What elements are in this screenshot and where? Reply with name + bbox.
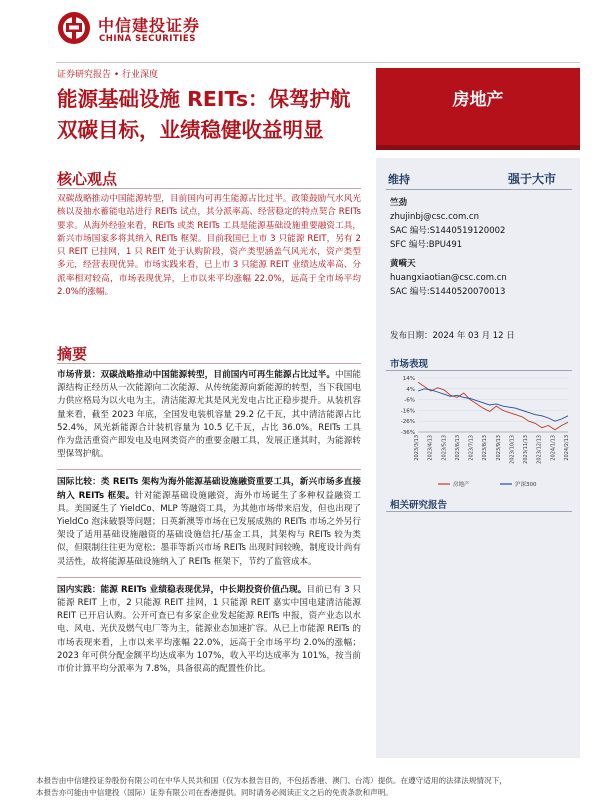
analyst-card bbox=[390, 196, 505, 252]
report-series: 证券研究报告 • 行业深度 bbox=[57, 70, 159, 80]
header-divider bbox=[56, 62, 580, 63]
x-tick-label: 2023/3/13 bbox=[414, 435, 420, 461]
publish-date-value: 2024 年 03 月 12 日 bbox=[432, 331, 515, 341]
rating-label: 维持 bbox=[388, 173, 410, 186]
summary-paragraph-international-text: 针对能源基础设施融资，海外市场诞生了多种权益融资工具。美国诞生了 YieldCo、MLP 等融资工具，为其他市场带来启发，但也出现了 YieldCo 泡沫破裂等问题；日英新澳等市场在已发展成熟的 REITs 市场之外另行架设了适用基础设施融资的基础设施信托/基金工具，其架构与 REITs 较为类似，但限制往往更为宽松；墨菲等新兴市场 REITs 出现时间较晚，制度设计尚有灵活性，故将能源基础设施纳入了 REITs 框架下，节约了监管成本。 bbox=[57, 490, 361, 567]
y-tick-label: -36% bbox=[400, 430, 415, 436]
disclaimer-footer bbox=[36, 775, 596, 799]
summary-paragraph-domestic-text: 目前已有 3 只能源 REIT 上市，2 只能源 REIT 挂网，1 只能源 REIT 嘉实中国电建清洁能源 REIT 已开启认购。公开可查已有多家企业发起能源 REITs 申报，资产业态以水电、风电、光伏及燃气电厂等为主，能源业态加速扩容。从已上市能源 REITs 的市场表现来看，上市以来平均涨幅 22.0%，远高于全市场平均 2.0%的涨幅；2023 年可供分配金额平均达成率为 107%，收入平均达成率为 101%，按当前市价计算平均分派率为 7.8%，具备很高的配置性价比。 bbox=[57, 584, 361, 675]
sector-badge-underline bbox=[376, 145, 580, 150]
summary-paragraph-market-text: 中国能源结构正经历从一次能源向二次能源、从传统能源向新能源的转型，当下我国电力供应格局为以火电为主，清洁能源尤其是风光发电占比正稳步提升。从装机容量来看，截至 2023 年底，全国发电装机容量 29.2 亿千瓦，其中清洁能源占比 52.4%，风光新能源合计装机容量为 10.5 亿千瓦，占比 36.0%。REITs 工具作为盘活重资产即发电及电网类资产的重要金融工具，发展正逢其时，为能源转型保驾护航。 bbox=[57, 370, 361, 460]
summary-paragraph-market-lead: 市场背景：双碳战略推动中国能源转型，目前国内可再生能源占比过半。 bbox=[57, 370, 336, 380]
report-title-line2: 双碳目标，业绩稳健收益明显 bbox=[57, 118, 324, 142]
summary-paragraph-domestic-lead: 国内实践：能源 REITs 业绩稳表现优异，中长期投资价值凸现。 bbox=[57, 584, 307, 595]
x-tick-label: 2023/12/13 bbox=[536, 435, 543, 464]
publish-date-label: 发布日期： bbox=[390, 331, 433, 341]
summary-heading: 摘要 bbox=[57, 345, 88, 363]
rating-divider bbox=[386, 189, 572, 190]
x-tick-label: 2023/4/13 bbox=[427, 435, 434, 461]
analyst-sac: SAC 编号:S1440519120002 bbox=[390, 226, 506, 236]
analyst-sac: SAC 编号:S1440520070013 bbox=[390, 287, 506, 297]
x-tick-label: 2024/2/13 bbox=[564, 435, 570, 461]
analyst-name: 竺劲 bbox=[390, 198, 408, 208]
x-tick-label: 2024/1/13 bbox=[550, 435, 557, 461]
x-tick-label: 2023/9/13 bbox=[495, 435, 502, 461]
related-reports-heading: 相关研究报告 bbox=[390, 500, 448, 511]
market-performance-divider bbox=[386, 370, 572, 371]
market-performance-heading: 市场表现 bbox=[390, 359, 429, 370]
y-tick-label: -6% bbox=[404, 397, 415, 404]
y-tick-label: 14% bbox=[402, 376, 415, 382]
company-name-cn: 中信建投证券 bbox=[98, 16, 201, 35]
disclaimer-line: 本报告由中信建投证券股份有限公司在中华人民共和国（仅为本报告目的，不包括香港、澳门、台湾）提供。在遵守适用的法律法规情况下， bbox=[36, 776, 507, 785]
y-tick-label: -26% bbox=[400, 419, 415, 426]
summary-paragraph-domestic bbox=[57, 577, 361, 676]
sector-badge: 房地产 bbox=[376, 68, 580, 150]
x-tick-label: 2023/5/13 bbox=[441, 435, 448, 461]
core-view-text: 双碳战略推动中国能源转型，目前国内可再生能源占比过半。政策鼓励气水风光核以及抽水蓄能电站进行 REITs 试点，其分派率高、经营稳定的特点契合 REITs 要求。从海外经验来看，REITs 或类 REITs 工具是能源基础设施重要融资工具，新兴市场国家多将其纳入 REITs 框架。目前我国已上市 3 只能源 REIT，另有 2 只 REIT 已挂网，1 只 REIT 处于认购阶段，资产类型涵盖气风光水，资产类型多元，经营表现优异。市场实践来看，已上市 3 只能源 REIT 业绩达成率高、分派率相对较高，市场表现优异，上市以来平均涨幅 22.0%，远高于全市场平均 2.0%的涨幅。 bbox=[57, 194, 361, 298]
x-tick-label: 2023/7/13 bbox=[468, 435, 475, 461]
analyst-email[interactable]: zhujinbj@csc.com.cn bbox=[390, 212, 479, 222]
y-tick-label: -16% bbox=[400, 408, 415, 415]
summary-divider bbox=[57, 363, 361, 364]
related-reports-divider bbox=[386, 511, 572, 512]
report-title-line1: 能源基础设施 REITs：保驾护航 bbox=[57, 87, 351, 111]
core-view-divider bbox=[57, 188, 361, 189]
rating-value: 强于大市 bbox=[508, 172, 557, 186]
summary-paragraph-international bbox=[57, 469, 361, 568]
company-name-en: CHINA SECURITIES bbox=[99, 34, 196, 44]
analyst-name: 黄嗬天 bbox=[390, 259, 416, 269]
core-view-heading: 核心观点 bbox=[57, 170, 118, 188]
x-tick-label: 2023/10/13 bbox=[509, 435, 516, 464]
analyst-sfc: SFC 编号:BPU491 bbox=[390, 240, 463, 250]
company-logo-emblem-icon bbox=[56, 10, 92, 46]
x-tick-label: 2023/6/13 bbox=[454, 435, 461, 461]
y-tick-label: 4% bbox=[406, 386, 415, 393]
market-performance-chart bbox=[386, 372, 576, 492]
summary-paragraph-market bbox=[57, 369, 361, 461]
publish-date bbox=[390, 329, 515, 341]
analyst-card bbox=[390, 257, 507, 299]
company-logo bbox=[56, 10, 216, 50]
summary-body bbox=[57, 369, 361, 684]
legend-label: 沪深300 bbox=[515, 482, 537, 488]
disclaimer-line: 本报告亦可能由中信建投（国际）证券有限公司在香港提供。同时请务必阅读正文之后的免责条款和声明。 bbox=[36, 788, 393, 797]
series-line-index bbox=[418, 389, 568, 421]
x-tick-label: 2023/8/13 bbox=[482, 435, 489, 461]
report-title bbox=[57, 84, 377, 146]
legend-label: 房地产 bbox=[453, 482, 470, 488]
analyst-email[interactable]: huangxiaotian@csc.com.cn bbox=[390, 273, 507, 283]
series-line-sector bbox=[418, 382, 568, 430]
x-tick-label: 2023/11/13 bbox=[523, 435, 530, 464]
summary-paragraph-international-lead: 国际比较：类 REITs 架构为海外能源基础设施融资重要工具，新兴市场多直接纳入 REITs 框架。 bbox=[57, 477, 361, 501]
